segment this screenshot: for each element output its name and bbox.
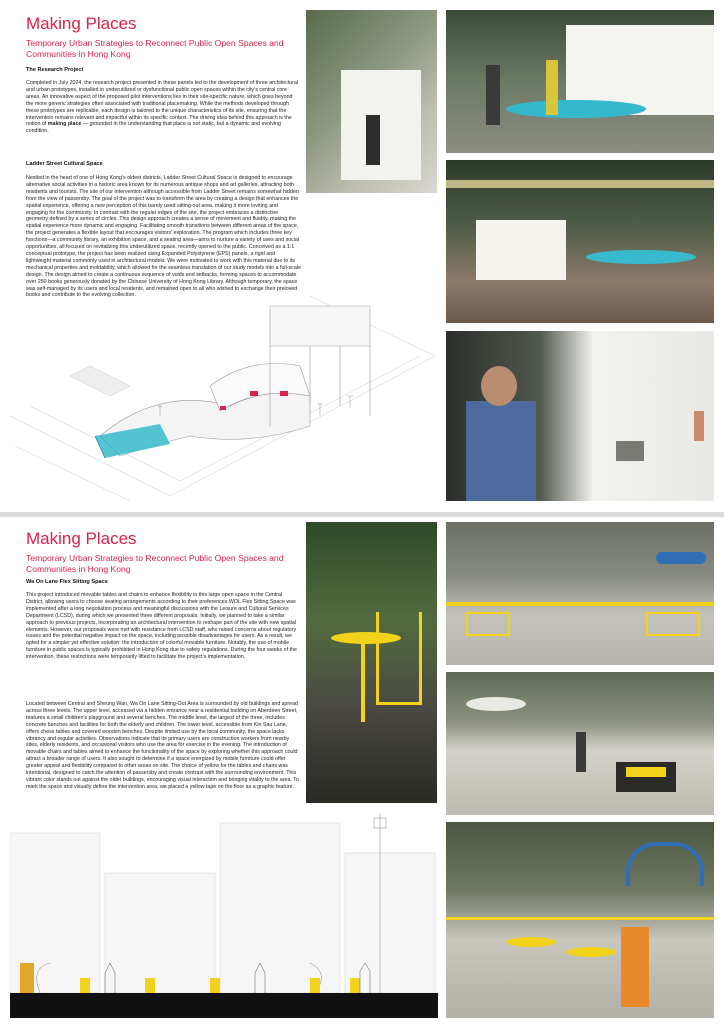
photo-library-users bbox=[446, 10, 714, 153]
cyan-seating-shape bbox=[95, 424, 170, 458]
photo-yellow-table-closeup bbox=[306, 522, 437, 803]
photo-visitor-exhibition bbox=[446, 331, 714, 501]
photo-evening-event bbox=[446, 160, 714, 323]
ladder-paragraph: Nestled in the heart of one of Hong Kong's oldest districts, Ladder Street Cultural Space is designed to encourage alternative social activities in a historic area known for its numerous antique shops and art galleries, attracting both residents and tourists. The site of our intervention although accessible from Ladder Street remains somewhat hidden from the view of passersby. The goal of the project was to transform the area by creating a design that enhances the spatial experience, offering a new perception of this barely used sitting-out area, making it more inviting and engaging for the community. In contrast with the regular edges of the site, the project embraces a distinctive geometry defined by a series of circles. This design approach creates a sense of movement and fluidity, making the spatial experience more dynamic and engaging. Facilitating smooth transitions between different areas of the space, the project generates a flexible layout that encourages visitors' exploration. The program which includes three key functions—a community library, an exhibition space, and a seating area—aims to nurture a variety of uses and social opportunities, all focused on revitalizing this underutilized space, recently opened to the public. Conceived as a 1:1 conceptual prototype, the project has been realized using Expanded Polystyrene (EPS) panels, a rigid and lightweight material commonly used in architectural models. We were motivated to work with this material due to its mechanical properties and moldability, which allowed for the seamless translation of our study models into a full-scale design. The design aimed to create a continuous sequence of voids and setbacks, forming spaces to accommodate over 250 books generously donated by the Chinese University of Hong Kong Library. Although temporary, the space was self-managed by its users and local residents, and remained open to all who wished to exchange their preloved books and contribute to the evolving collection. bbox=[26, 175, 301, 299]
axonometric-drawing bbox=[10, 296, 435, 506]
research-text-1: Completed in July 2024, the research project presented in these panels led to the development of three architectural and urban prototypes, installed in underutilized or dysfunctional public open spaces within the city's central core areas. An innovative aspect of the proposed pilot interventions lies in their site-specific nature, which goes beyond the more generic strategies often associated with traditional placemaking. While the methods developed through these prototypes are replicable, each design is tailored to the unique characteristics of its site, ensuring that the intervention remains relevant and impactful within its specific context. The driving idea behind this approach is the notion of bbox=[26, 80, 299, 128]
wol-paragraph-2: Located between Central and Sheung Wan, Wa On Lane Sitting-Out Area is surrounded by old buildings and spread across three levels. The upper level, accessed via a hidden entrance near a residential building on Aberdeen Street, features a small children's playground and several benches. The middle level, the largest of the three, includes concrete benches and facilities for both the elderly and children. The lower level, accessible from Kin Sau Lane, offers chess tables and covered wooden benches. Despite limited use by the local community, the space lacks vibrancy and regular activities. Observations indicate that its primary users are construction workers from nearby sites, elderly residents, and occasional visitors who use the area for exercise in the evening. The introduction of movable chairs and tables aimed to enhance the functionality of the space by exploring whether this approach could attract a broader range of users. It also sought to determine if a space energized by mobile furniture could offer greater appeal and flexibility compared to other areas on site. The choice of yellow for the tables and chairs was intentional, designed to catch the attention of passersby and create contrast with the surrounding environment. This vibrant color stands out against the older buildings, encouraging visual interaction and bringing vitality to the area. To mark the space and visually define the intervention area, we placed a yellow tape on the floor as a graphic feature. bbox=[26, 701, 299, 790]
research-paragraph bbox=[26, 80, 301, 135]
photo-sign-board bbox=[446, 822, 714, 1018]
photo-library-visitor bbox=[306, 10, 437, 193]
panel-subtitle: Temporary Urban Strategies to Reconnect Public Open Spaces and Communities in Hong Kong bbox=[26, 553, 284, 574]
panel-title: Making Places bbox=[26, 529, 137, 548]
research-text-2: — grounded in the understanding that place is not static, but a dynamic and evolving condition. bbox=[26, 121, 282, 135]
panel-title: Making Places bbox=[26, 14, 137, 33]
panel-wa-on-lane bbox=[0, 517, 724, 1024]
wol-paragraph-1: This project introduced movable tables and chairs to enhance flexibility in this large open space in the Central District, allowing users to choose seating arrangements according to their preferences.WOL Flex Sitting Space was implemented after a long negotiation process and meaningful discussions with the Leisure and Cultural Services Department (LCSD), during which we presented three different proposals. Initially, we planned to take a similar approach to previous projects, incorporating an architectural intervention to reshape part of the site with new spatial elements. However, our proposals were met with resistance from LCSD staff, who raised concerns about regulatory issues and the potential negative impact on the space, including possible disadvantages for users. As a result, we opted for a simpler yet effective solution: the introduction of colorful movable furniture. Notably, the use of mobile furniture in public spaces is typically prohibited in Hong Kong due to safety regulations. During the four weeks of the intervention, these restrictions were temporarily lifted to facilitate the project's implementation. bbox=[26, 592, 297, 661]
wol-heading: Wa On Lane Flex Sitting Space bbox=[26, 579, 108, 585]
photo-middle-level bbox=[446, 672, 714, 815]
ladder-heading: Ladder Street Cultural Space bbox=[26, 161, 103, 167]
research-bold-term: making place bbox=[47, 121, 82, 128]
research-heading: The Research Project bbox=[26, 67, 84, 73]
photo-plaza-overview bbox=[446, 522, 714, 665]
elevation-drawing bbox=[10, 813, 438, 1018]
panel-subtitle: Temporary Urban Strategies to Reconnect Public Open Spaces and Communities in Hong Kong bbox=[26, 38, 284, 59]
event-sign bbox=[621, 927, 649, 1007]
ground-line bbox=[10, 993, 438, 1018]
